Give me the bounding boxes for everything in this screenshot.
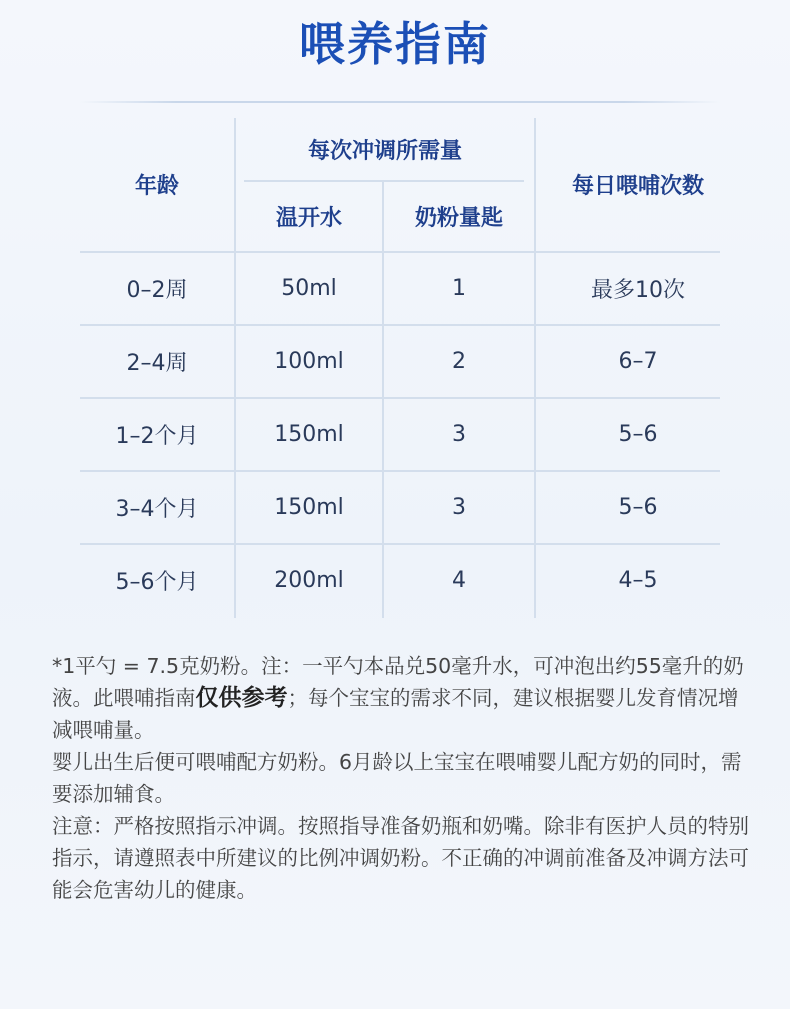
note-complementary-food: 婴儿出生后便可喂哺配方奶粉。6月龄以上宝宝在喂哺婴儿配方奶的同时，需要添加辅食。 [52,750,742,806]
title-divider [80,101,720,103]
header-daily-feeds: 每日喂哺次数 [571,174,704,199]
cell-water: 100ml [274,349,344,374]
cell-water: 200ml [274,568,344,593]
cell-scoops: 3 [452,422,466,447]
note-emphasis-reference-only: 仅供参考 [195,685,288,711]
page-title: 喂养指南 [299,17,491,71]
cell-age: 1–2个月 [115,424,199,449]
header-scoops: 奶粉量匙 [414,206,503,231]
cell-scoops: 2 [452,349,466,374]
cell-age: 3–4个月 [115,497,199,522]
cell-feeds: 5–6 [618,495,658,520]
cell-water: 150ml [274,495,344,520]
cell-scoops: 3 [452,495,466,520]
note-scoop-info [52,650,752,746]
cell-age: 2–4周 [126,351,188,376]
cell-feeds: 6–7 [618,349,658,374]
note-caution: 注意：严格按照指示冲调。按照指导准备奶瓶和奶嘴。除非有医护人员的特别指示，请遵照表中所建议的比例冲调奶粉。不正确的冲调前准备及冲调方法可能会危害幼儿的健康。 [52,814,749,902]
cell-age: 5–6个月 [115,570,199,595]
cell-feeds: 5–6 [618,422,658,447]
cell-water: 150ml [274,422,344,447]
cell-feeds: 最多10次 [591,278,685,303]
cell-age: 0–2周 [126,278,188,303]
cell-scoops: 4 [452,568,466,593]
header-age: 年龄 [134,174,179,199]
cell-feeds: 4–5 [618,568,658,593]
cell-scoops: 1 [452,276,466,301]
header-warm-water: 温开水 [275,206,342,231]
note-scoop-text-a: *1平勺 = 7.5克奶粉。注：一平勺本品兑50毫升水，可冲泡出约55毫升的奶液。此喂哺指南 [52,654,744,710]
header-per-feed-amount: 每次冲调所需量 [307,138,462,164]
notes-section [52,650,752,906]
note-scoop-text-b: ；每个宝宝的需求不同，建议根据婴儿发育情况增减喂哺量。 [52,686,739,742]
cell-water: 50ml [281,276,337,301]
